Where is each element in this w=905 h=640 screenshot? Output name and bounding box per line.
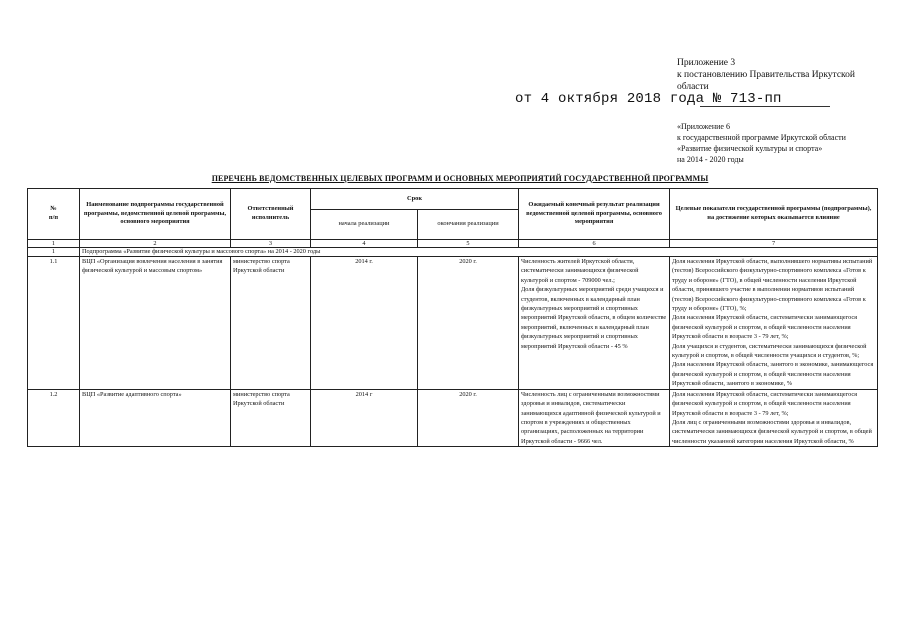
row-executor: министерство спорта Иркутской области: [231, 257, 311, 390]
col-number-3: 3: [231, 240, 311, 248]
header-num-symbol: №: [50, 205, 57, 213]
decree-underline: [700, 106, 830, 107]
header-result: Ожидаемый конечный результат реализации ведомственной целевой программы, основного мероприятия: [519, 189, 670, 240]
subprogram-title: Подпрограмма «Развитие физической культуры и массового спорта» на 2014 - 2020 годы: [80, 248, 878, 257]
row-executor: министерство спорта Иркутской области: [231, 389, 311, 446]
header-executor: Ответственный исполнитель: [231, 189, 311, 240]
appendix6-line-2: «Развитие физической культуры и спорта»: [677, 144, 823, 153]
appendix6-line-1: к государственной программе Иркутской области: [677, 133, 846, 142]
result-item: Численность лиц с ограниченными возможностями здоровья и инвалидов, систематически занимающихся адаптивной физической культурой и спортом в учреждениях и общественных организациях, расположенных на территории Иркутской области - 9666 чел.: [521, 390, 661, 445]
row-indicators: [670, 257, 878, 390]
table-row: [28, 389, 878, 446]
col-number-1: 1: [28, 240, 80, 248]
header-num: [28, 189, 80, 240]
col-number-7: 7: [670, 240, 878, 248]
col-number-5: 5: [418, 240, 519, 248]
header-end: окончания реализации: [418, 210, 519, 240]
row-num: 1.2: [28, 389, 80, 446]
indicator-item: Доля лиц с ограниченными возможностями здоровья и инвалидов, систематически занимающихся физической культурой и спортом, в общей численности указанной категории населения Иркутской области, %: [672, 418, 872, 445]
row-start: 2014 г.: [311, 257, 418, 390]
header-indicators: Целевые показатели государственной программы (подпрограммы), на достижение которых оказывается влияние: [670, 189, 878, 240]
col-number-4: 4: [311, 240, 418, 248]
row-indicators: [670, 389, 878, 446]
col-number-6: 6: [519, 240, 670, 248]
indicator-item: Доля населения Иркутской области, выполнившего нормативы испытаний (тестов) Всероссийского физкультурно-спортивного комплекса «Готов к труду и обороне» (ГТО), в общей численности населения Иркутской области, принявшего участие в выполнении нормативов испытаний (тестов) Всероссийского физкультурно-спортивного комплекса «Готов к труду и обороне» (ГТО), %;: [672, 258, 873, 313]
row-result: [519, 257, 670, 390]
decree-date-number: от 4 октября 2018 года № 713-пп: [515, 91, 782, 107]
row-name: ВЦП «Развитие адаптивного спорта»: [80, 389, 231, 446]
row-num: 1.1: [28, 257, 80, 390]
indicator-item: Доля населения Иркутской области, систематически занимающегося физической культурой и спортом, в общей численности населения Иркутской области в возрасте 3 - 79 лет, %;: [672, 314, 858, 341]
result-item: Доля физкультурных мероприятий среди учащихся и студентов, включенных в календарный план физкультурных мероприятий и спортивных мероприятий Иркутской области, в общем количестве мероприятий, включенных в календарный план физкультурных мероприятий и спортивных мероприятий Иркутской области - 45 %: [521, 286, 667, 350]
table-row: [28, 257, 878, 390]
result-item: Численность жителей Иркутской области, систематически занимающихся физической культурой и спортом - 709000 чел.;: [521, 258, 639, 284]
appendix-line-2: области: [677, 82, 709, 92]
header-name: Наименование подпрограммы государственной программы, ведомственной целевой программы, основного мероприятия: [80, 189, 231, 240]
row-end: 2020 г.: [418, 389, 519, 446]
header-start: начала реализации: [311, 210, 418, 240]
appendix-title: Приложение 3: [677, 58, 736, 68]
row-end: 2020 г.: [418, 257, 519, 390]
appendix6-title: «Приложение 6: [677, 122, 730, 131]
row-name: ВЦП «Организация вовлечения населения в занятия физической культурой и массовым спортом»: [80, 257, 231, 390]
table-title: ПЕРЕЧЕНЬ ВЕДОМСТВЕННЫХ ЦЕЛЕВЫХ ПРОГРАММ И ОСНОВНЫХ МЕРОПРИЯТИЙ ГОСУДАРСТВЕННОЙ ПРОГРАММЫ: [211, 174, 709, 183]
programs-table: [27, 188, 878, 447]
indicator-item: Доля населения Иркутской области, занятого в экономике, занимающегося физической культурой и спортом, в общей численности населения Иркутской области, занятого в экономике, %: [672, 361, 874, 388]
row-start: 2014 г: [311, 389, 418, 446]
indicator-item: Доля населения Иркутской области, систематически занимающегося физической культурой и спортом, в общей численности населения Иркутской области в возрасте 3 - 79 лет, %;: [672, 390, 858, 417]
row-result: [519, 389, 670, 446]
indicator-item: Доля учащихся и студентов, систематически занимающихся физической культурой и спортом, в общей численности учащихся и студентов, %;: [672, 342, 867, 360]
col-number-2: 2: [80, 240, 231, 248]
appendix6-line-3: на 2014 - 2020 годы: [677, 155, 744, 164]
header-term: Срок: [311, 189, 519, 210]
header-num-pp: п/п: [48, 214, 59, 221]
appendix-line-1: к постановлению Правительства Иркутской: [677, 70, 856, 80]
subprogram-num: 1: [28, 248, 80, 257]
